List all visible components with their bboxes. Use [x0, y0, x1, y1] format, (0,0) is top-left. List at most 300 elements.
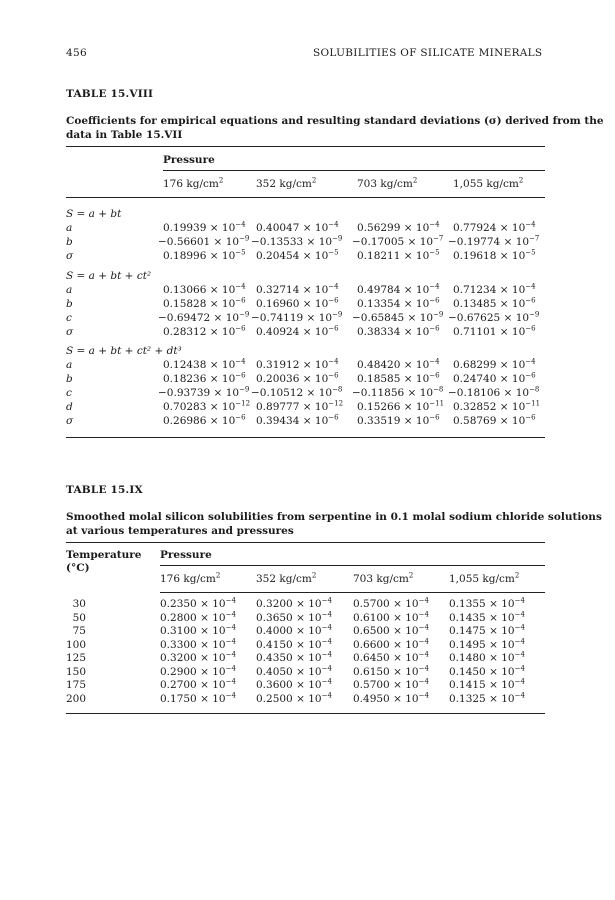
cell-mantissa: 0.3200	[256, 598, 293, 610]
times-ten-glyph: × 10	[196, 679, 226, 691]
cell-exponent: −4	[321, 596, 332, 605]
table-cell	[256, 298, 339, 310]
cell-mantissa: 0.4150	[256, 638, 293, 651]
cell-exponent: −6	[525, 296, 536, 305]
column-header-value: 176 kg/cm	[163, 178, 219, 190]
column-header	[353, 573, 413, 585]
table-cell	[449, 639, 525, 651]
coefficient-symbol: σ	[66, 250, 74, 262]
cell-exponent: −5	[235, 248, 246, 257]
times-ten-glyph: × 10	[299, 326, 329, 338]
cell-exponent: −4	[418, 610, 429, 618]
cell-exponent: −12	[328, 399, 344, 408]
cell-exponent: −4	[514, 677, 525, 686]
cell-exponent: −8	[433, 385, 444, 394]
column-header	[256, 178, 316, 190]
page-number: 456	[66, 47, 87, 59]
table-cell	[256, 598, 332, 610]
table-cell	[160, 679, 236, 691]
cell-exponent: −6	[525, 324, 536, 333]
table-cell	[353, 666, 429, 678]
cell-mantissa: 0.49784	[357, 284, 401, 296]
times-ten-glyph: × 10	[400, 415, 430, 427]
times-ten-glyph: × 10	[496, 373, 526, 385]
table-cell	[449, 612, 525, 624]
cell-mantissa: 0.1480	[449, 652, 486, 664]
coefficient-symbol: d	[66, 401, 73, 413]
cell-exponent: −4	[225, 664, 236, 672]
times-ten-glyph: × 10	[292, 679, 322, 691]
column-header-value: 176 kg/cm	[160, 573, 216, 585]
column-header-value: 1,055 kg/cm	[453, 178, 519, 190]
temperature-cell: 50	[72, 611, 86, 624]
table-cell	[453, 284, 536, 296]
times-ten-glyph: × 10	[196, 665, 226, 678]
times-ten-glyph: × 10	[496, 222, 526, 234]
cell-mantissa: 0.40047	[256, 222, 300, 234]
table-cell	[160, 693, 236, 705]
cell-mantissa: 0.28312	[163, 326, 207, 338]
table-cell	[449, 666, 525, 678]
cell-exponent: −4	[321, 623, 332, 632]
table-cell	[251, 312, 342, 324]
table-cell	[256, 639, 332, 651]
cell-mantissa: −0.67625	[448, 312, 501, 324]
table-cell	[158, 387, 249, 399]
times-ten-glyph: × 10	[485, 625, 515, 637]
column-header-exponent: 2	[408, 571, 414, 580]
table-cell	[357, 373, 440, 385]
cell-mantissa: 0.6150	[353, 665, 390, 678]
column-header-exponent: 2	[514, 571, 520, 580]
times-ten-glyph: × 10	[206, 415, 236, 427]
coefficient-symbol: a	[66, 284, 73, 296]
equation-label: S = a + bt + ct²	[66, 270, 152, 282]
cell-mantissa: 0.13066	[163, 284, 207, 296]
cell-exponent: −9	[433, 310, 444, 319]
table-cell	[357, 415, 440, 427]
table-cell	[158, 236, 249, 248]
cell-exponent: −4	[321, 610, 332, 618]
cell-exponent: −7	[433, 234, 444, 243]
times-ten-glyph: × 10	[196, 625, 226, 637]
times-ten-glyph: × 10	[210, 236, 240, 248]
cell-exponent: −4	[321, 637, 332, 645]
table-cell	[256, 666, 332, 678]
cell-mantissa: 0.4050	[256, 665, 293, 678]
cell-mantissa: 0.3300	[160, 638, 197, 651]
column-header-value: 703 kg/cm	[353, 573, 409, 585]
cell-exponent: −4	[235, 282, 246, 291]
table-cell	[357, 284, 440, 296]
cell-exponent: −5	[429, 248, 440, 257]
cell-mantissa: 0.18236	[163, 373, 207, 385]
times-ten-glyph: × 10	[196, 692, 226, 705]
cell-exponent: −4	[525, 357, 536, 366]
table-cell	[256, 359, 339, 371]
times-ten-glyph: × 10	[404, 312, 434, 324]
temperature-cell: 200	[65, 692, 86, 705]
coefficient-symbol: b	[66, 236, 73, 248]
running-title: SOLUBILITIES OF SILICATE MINERALS	[313, 47, 543, 59]
table-cell	[251, 387, 342, 399]
cell-exponent: −6	[429, 296, 440, 305]
cell-exponent: −4	[235, 357, 246, 366]
cell-exponent: −6	[328, 296, 339, 305]
table-cell	[449, 625, 525, 637]
times-ten-glyph: × 10	[496, 298, 526, 310]
times-ten-glyph: × 10	[206, 359, 236, 371]
table-15-8-label: TABLE 15.VIII	[66, 88, 154, 100]
table-15-9-top-rule	[66, 542, 545, 543]
table-cell	[357, 401, 444, 413]
column-header	[160, 573, 220, 585]
times-ten-glyph: × 10	[496, 326, 526, 338]
cell-mantissa: 0.6450	[353, 652, 390, 664]
table-cell	[352, 312, 443, 324]
table-cell	[353, 652, 429, 664]
table-15-8-caption-line-2: data in Table 15.VII	[66, 129, 183, 141]
cell-mantissa: 0.5700	[353, 679, 390, 691]
cell-mantissa: 0.15828	[163, 298, 207, 310]
cell-mantissa: 0.2500	[256, 692, 293, 705]
cell-mantissa: 0.18211	[357, 250, 401, 262]
cell-exponent: −5	[328, 248, 339, 257]
table-15-8-top-rule	[66, 146, 545, 147]
times-ten-glyph: × 10	[299, 359, 329, 371]
cell-mantissa: 0.4950	[353, 692, 390, 705]
table-cell	[256, 612, 332, 624]
table-15-9-pressure-rule	[160, 565, 545, 566]
table-cell	[453, 222, 536, 234]
cell-exponent: −9	[332, 234, 343, 243]
times-ten-glyph: × 10	[404, 236, 434, 248]
cell-exponent: −4	[225, 677, 236, 686]
times-ten-glyph: × 10	[299, 284, 329, 296]
cell-exponent: −6	[328, 324, 339, 333]
cell-exponent: −4	[225, 596, 236, 605]
table-cell	[453, 326, 536, 338]
table-cell	[353, 625, 429, 637]
table-cell	[160, 666, 236, 678]
cell-mantissa: 0.12438	[163, 359, 207, 371]
cell-exponent: −9	[332, 310, 343, 319]
temperature-cell: 150	[65, 665, 86, 678]
cell-exponent: −4	[429, 282, 440, 291]
times-ten-glyph: × 10	[299, 250, 329, 262]
coefficient-symbol: b	[66, 373, 73, 385]
temperature-cell: 75	[72, 625, 86, 637]
times-ten-glyph: × 10	[299, 298, 329, 310]
equation-label: S = a + bt + ct² + dt³	[66, 345, 182, 357]
column-header-exponent: 2	[311, 176, 317, 185]
cell-mantissa: 0.24740	[453, 373, 497, 385]
table-cell	[357, 359, 440, 371]
times-ten-glyph: × 10	[206, 284, 236, 296]
table-15-9-bottom-rule	[66, 713, 545, 714]
table-cell	[256, 415, 339, 427]
cell-exponent: −4	[328, 220, 339, 229]
table-cell	[352, 236, 443, 248]
times-ten-glyph: × 10	[400, 401, 430, 413]
column-header-exponent: 2	[412, 176, 418, 185]
cell-exponent: −4	[525, 220, 536, 229]
cell-mantissa: −0.19774	[448, 236, 501, 248]
cell-mantissa: 0.2900	[160, 665, 197, 678]
column-header	[163, 178, 223, 190]
table-cell	[256, 222, 339, 234]
cell-mantissa: 0.89777	[256, 401, 300, 413]
times-ten-glyph: × 10	[292, 652, 322, 664]
table-cell	[163, 298, 246, 310]
table-15-9-temperature-header: Temperature	[66, 549, 142, 561]
cell-exponent: −4	[514, 650, 525, 659]
times-ten-glyph: × 10	[400, 373, 430, 385]
times-ten-glyph: × 10	[303, 387, 333, 399]
cell-mantissa: −0.69472	[158, 312, 211, 324]
cell-mantissa: −0.11856	[352, 387, 405, 399]
coefficient-symbol: a	[66, 359, 73, 371]
table-cell	[163, 250, 246, 262]
table-cell	[256, 373, 339, 385]
temperature-cell: 30	[72, 598, 86, 610]
column-header-exponent: 2	[518, 176, 524, 185]
cell-exponent: −4	[225, 623, 236, 632]
table-cell	[448, 387, 539, 399]
cell-exponent: −6	[429, 324, 440, 333]
cell-mantissa: 0.77924	[453, 222, 497, 234]
cell-exponent: −6	[235, 371, 246, 380]
table-cell	[453, 415, 536, 427]
cell-exponent: −9	[239, 234, 250, 243]
table-cell	[449, 652, 525, 664]
table-15-8-pressure-header: Pressure	[163, 154, 215, 166]
times-ten-glyph: × 10	[389, 679, 419, 691]
cell-mantissa: 0.18996	[163, 250, 207, 262]
table-15-9-temperature-unit: (°C)	[66, 562, 90, 574]
table-15-8-bottom-rule	[66, 437, 545, 438]
times-ten-glyph: × 10	[206, 326, 236, 338]
table-cell	[357, 298, 440, 310]
table-cell	[160, 612, 236, 624]
table-cell	[256, 250, 339, 262]
cell-mantissa: 0.26986	[163, 415, 207, 427]
times-ten-glyph: × 10	[389, 611, 419, 624]
table-cell	[353, 612, 429, 624]
times-ten-glyph: × 10	[292, 638, 322, 651]
cell-mantissa: 0.32852	[453, 401, 497, 413]
cell-mantissa: 0.31912	[256, 359, 300, 371]
cell-exponent: −11	[429, 399, 445, 408]
times-ten-glyph: × 10	[299, 222, 329, 234]
cell-exponent: −6	[328, 371, 339, 380]
cell-exponent: −9	[529, 310, 540, 319]
cell-mantissa: 0.4350	[256, 652, 293, 664]
cell-mantissa: −0.13533	[251, 236, 304, 248]
table-cell	[160, 639, 236, 651]
cell-exponent: −4	[514, 691, 525, 699]
cell-mantissa: 0.15266	[357, 401, 401, 413]
cell-mantissa: −0.56601	[158, 236, 211, 248]
times-ten-glyph: × 10	[400, 284, 430, 296]
times-ten-glyph: × 10	[206, 401, 236, 413]
table-cell	[453, 250, 536, 262]
cell-exponent: −4	[514, 610, 525, 618]
cell-mantissa: 0.1355	[449, 598, 486, 610]
times-ten-glyph: × 10	[196, 638, 226, 651]
table-cell	[453, 359, 536, 371]
cell-exponent: −4	[429, 357, 440, 366]
cell-mantissa: 0.68299	[453, 359, 497, 371]
coefficient-symbol: c	[66, 387, 72, 399]
times-ten-glyph: × 10	[292, 665, 322, 678]
cell-exponent: −4	[321, 677, 332, 686]
cell-exponent: −5	[525, 248, 536, 257]
cell-mantissa: 0.71234	[453, 284, 497, 296]
cell-mantissa: 0.3650	[256, 611, 293, 624]
cell-exponent: −4	[225, 610, 236, 618]
table-cell	[256, 401, 343, 413]
table-cell	[163, 373, 246, 385]
cell-exponent: −4	[321, 650, 332, 659]
times-ten-glyph: × 10	[389, 665, 419, 678]
cell-exponent: −4	[418, 677, 429, 686]
times-ten-glyph: × 10	[496, 415, 526, 427]
table-cell	[256, 284, 339, 296]
cell-exponent: −11	[525, 399, 541, 408]
cell-mantissa: 0.3100	[160, 625, 197, 637]
times-ten-glyph: × 10	[500, 312, 530, 324]
times-ten-glyph: × 10	[196, 611, 226, 624]
cell-exponent: −4	[418, 623, 429, 632]
cell-exponent: −4	[429, 220, 440, 229]
times-ten-glyph: × 10	[404, 387, 434, 399]
cell-mantissa: 0.71101	[453, 326, 497, 338]
cell-mantissa: −0.10512	[251, 387, 304, 399]
table-cell	[353, 639, 429, 651]
cell-mantissa: 0.19939	[163, 222, 207, 234]
cell-exponent: −6	[525, 371, 536, 380]
table-cell	[448, 312, 539, 324]
table-cell	[163, 359, 246, 371]
times-ten-glyph: × 10	[292, 625, 322, 637]
times-ten-glyph: × 10	[400, 298, 430, 310]
cell-mantissa: 0.3600	[256, 679, 293, 691]
table-cell	[353, 679, 429, 691]
cell-exponent: −4	[225, 637, 236, 645]
cell-mantissa: 0.13354	[357, 298, 401, 310]
column-header-value: 352 kg/cm	[256, 573, 312, 585]
times-ten-glyph: × 10	[210, 312, 240, 324]
cell-exponent: −9	[239, 385, 250, 394]
table-cell	[353, 598, 429, 610]
times-ten-glyph: × 10	[206, 222, 236, 234]
cell-mantissa: 0.3200	[160, 652, 197, 664]
cell-exponent: −4	[418, 637, 429, 645]
coefficient-symbol: σ	[66, 326, 74, 338]
cell-exponent: −9	[239, 310, 250, 319]
cell-mantissa: 0.32714	[256, 284, 300, 296]
cell-exponent: −4	[525, 282, 536, 291]
table-cell	[449, 693, 525, 705]
cell-mantissa: −0.18106	[448, 387, 501, 399]
table-15-9-caption-line-1: Smoothed molal silicon solubilities from serpentine in 0.1 molal sodium chloride solutions	[66, 511, 602, 523]
cell-mantissa: 0.5700	[353, 598, 390, 610]
column-header	[453, 178, 523, 190]
cell-mantissa: 0.16960	[256, 298, 300, 310]
column-header-exponent: 2	[218, 176, 224, 185]
cell-mantissa: 0.19618	[453, 250, 497, 262]
column-header-exponent: 2	[215, 571, 221, 580]
times-ten-glyph: × 10	[496, 284, 526, 296]
table-cell	[352, 387, 443, 399]
times-ten-glyph: × 10	[485, 638, 515, 651]
coefficient-symbol: a	[66, 222, 73, 234]
table-cell	[453, 373, 536, 385]
table-cell	[357, 326, 440, 338]
cell-mantissa: 0.2350	[160, 598, 197, 610]
cell-mantissa: 0.1435	[449, 611, 486, 624]
times-ten-glyph: × 10	[206, 250, 236, 262]
cell-exponent: −4	[514, 637, 525, 645]
table-cell	[158, 312, 249, 324]
cell-mantissa: −0.17005	[352, 236, 405, 248]
column-header-exponent: 2	[311, 571, 317, 580]
cell-exponent: −4	[321, 691, 332, 699]
cell-mantissa: 0.40924	[256, 326, 300, 338]
table-cell	[163, 222, 246, 234]
cell-exponent: −6	[525, 413, 536, 422]
times-ten-glyph: × 10	[400, 222, 430, 234]
table-cell	[256, 679, 332, 691]
times-ten-glyph: × 10	[400, 359, 430, 371]
cell-mantissa: 0.48420	[357, 359, 401, 371]
cell-exponent: −4	[514, 596, 525, 605]
cell-mantissa: 0.58769	[453, 415, 497, 427]
table-15-9-header-rule	[160, 592, 545, 593]
times-ten-glyph: × 10	[496, 359, 526, 371]
times-ten-glyph: × 10	[206, 298, 236, 310]
cell-mantissa: 0.1450	[449, 665, 486, 678]
times-ten-glyph: × 10	[196, 598, 226, 610]
table-15-9-pressure-header: Pressure	[160, 549, 212, 561]
column-header	[357, 178, 417, 190]
table-15-8-pressure-rule	[163, 170, 545, 171]
times-ten-glyph: × 10	[485, 611, 515, 624]
cell-mantissa: −0.65845	[352, 312, 405, 324]
table-cell	[449, 598, 525, 610]
column-header	[449, 573, 519, 585]
times-ten-glyph: × 10	[485, 692, 515, 705]
table-cell	[256, 652, 332, 664]
table-cell	[160, 598, 236, 610]
cell-mantissa: 0.6500	[353, 625, 390, 637]
times-ten-glyph: × 10	[400, 250, 430, 262]
table-cell	[449, 679, 525, 691]
cell-exponent: −4	[235, 220, 246, 229]
times-ten-glyph: × 10	[292, 611, 322, 624]
times-ten-glyph: × 10	[485, 679, 515, 691]
coefficient-symbol: b	[66, 298, 73, 310]
times-ten-glyph: × 10	[299, 415, 329, 427]
times-ten-glyph: × 10	[389, 652, 419, 664]
table-15-9-label: TABLE 15.IX	[66, 484, 143, 496]
times-ten-glyph: × 10	[500, 236, 530, 248]
cell-exponent: −6	[235, 413, 246, 422]
times-ten-glyph: × 10	[299, 401, 329, 413]
cell-mantissa: 0.13485	[453, 298, 497, 310]
cell-exponent: −6	[429, 371, 440, 380]
